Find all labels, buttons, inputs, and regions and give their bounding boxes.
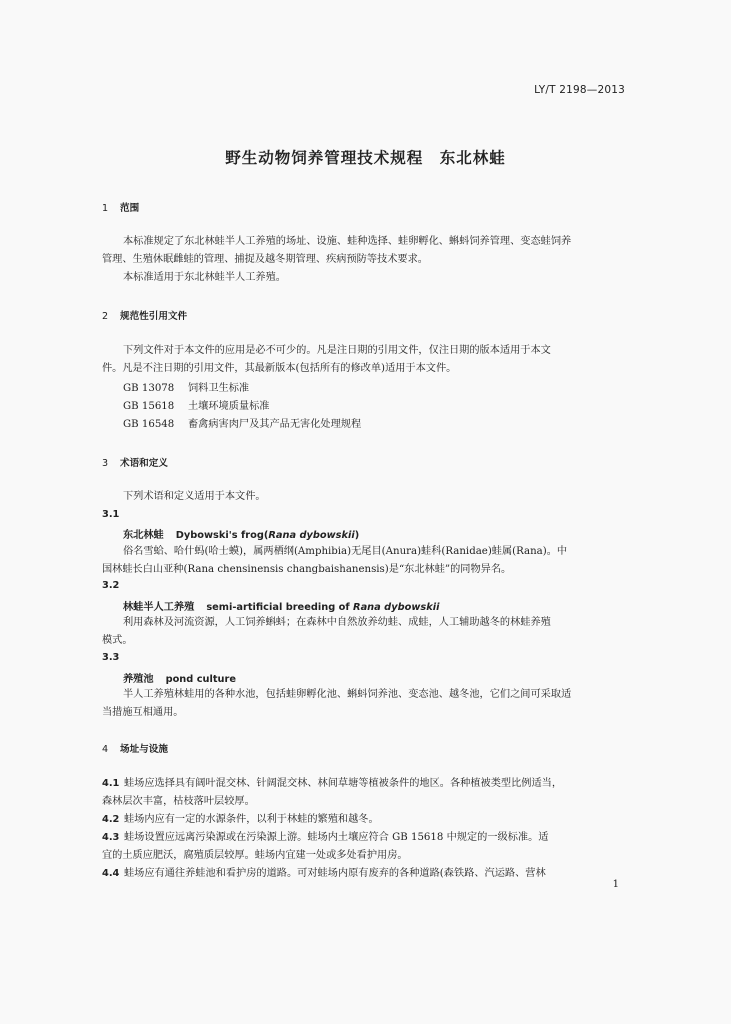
term-heading <box>123 670 236 685</box>
reference-title: 畜禽病害肉尸及其产品无害化处理规程 <box>188 419 362 430</box>
term-english: pond culture <box>165 674 236 685</box>
clause-4-4-line1 <box>102 864 625 879</box>
term-number: 3.1 <box>102 509 120 520</box>
term-english-prefix: Dybowski's frog( <box>175 530 269 541</box>
reference-code: GB 16548 <box>123 419 175 430</box>
term-chinese: 林蛙半人工养殖 <box>123 601 195 613</box>
section-title: 范围 <box>120 203 140 214</box>
references-paragraph-line2: 件。凡是不注日期的引用文件，其最新版本(包括所有的修改单)适用于本文件。 <box>102 363 457 374</box>
term-definition-line1: 利用森林及河流资源，人工饲养蝌蚪；在森林中自然放养幼蛙、成蛙，人工辅助越冬的林蛙养殖 <box>123 617 551 628</box>
section-number: 1 <box>102 203 109 214</box>
clause-number: 4.1 <box>102 778 120 789</box>
clause-number: 4.4 <box>102 868 120 879</box>
term-definition-line2: 国林蛙长白山亚种(Rana chensinensis changbaishanensis)是“东北林蛙”的同物异名。 <box>102 564 512 575</box>
clause-4-3-line1 <box>102 828 625 843</box>
clause-text: 蛙场应有通往养蛙池和看护房的道路。可对蛙场内原有废弃的各种道路(森铁路、汽运路、营林 <box>124 868 546 879</box>
term-number: 3.2 <box>102 580 120 591</box>
term-heading <box>123 526 359 541</box>
reference-title: 土壤环境质量标准 <box>188 401 270 412</box>
terms-intro: 下列术语和定义适用于本文件。 <box>123 491 266 502</box>
clause-text: 蛙场设置应远离污染源或在污染源上游。蛙场内土壤应符合 GB 15618 中规定的一级标准。适 <box>124 832 549 843</box>
document-title: 野生动物饲养管理技术规程 东北林蛙 <box>225 149 506 167</box>
term-english-italic: Rana dybowskii <box>268 530 355 541</box>
term-english <box>206 602 439 613</box>
reference-title: 饲料卫生标准 <box>188 383 250 394</box>
term-number: 3.3 <box>102 652 120 663</box>
section-number: 4 <box>102 744 109 755</box>
reference-code: GB 15618 <box>123 401 175 412</box>
clause-4-1-line1 <box>102 774 625 789</box>
clause-4-1-line2: 森林层次丰富，枯枝落叶层较厚。 <box>102 796 255 807</box>
section-title: 规范性引用文件 <box>120 311 188 322</box>
reference-item <box>123 415 361 430</box>
clause-4-3-line2: 宜的土质应肥沃，腐殖质层较厚。蛙场内宜建一处或多处看护用房。 <box>102 850 408 861</box>
term-chinese: 养殖池 <box>123 673 154 685</box>
references-paragraph-line1: 下列文件对于本文件的应用是必不可少的。凡是注日期的引用文件，仅注日期的版本适用于本文 <box>123 345 551 356</box>
reference-item <box>123 397 270 412</box>
scope-paragraph-line2: 管理、生殖休眠雌蛙的管理、捕捉及越冬期管理、疾病预防等技术要求。 <box>102 254 428 265</box>
section-heading-references <box>102 308 187 322</box>
term-english <box>176 530 359 541</box>
section-heading-terms <box>102 455 168 469</box>
scope-paragraph-line1: 本标准规定了东北林蛙半人工养殖的场址、设施、蛙种选择、蛙卵孵化、蝌蚪饲养管理、变态蛙饲养 <box>123 236 572 247</box>
section-title: 场址与设施 <box>120 744 168 755</box>
standard-code: LY/T 2198—2013 <box>534 84 625 96</box>
term-definition-line1: 俗名雪蛤、哈什蚂(哈士蟆)，属两栖纲(Amphibia)无尾目(Anura)蛙科(Ranidae)蛙属(Rana)。中 <box>123 546 568 557</box>
clause-4-2-line1 <box>102 810 625 825</box>
term-heading <box>123 598 439 613</box>
section-number: 2 <box>102 311 109 322</box>
section-heading-site <box>102 741 168 755</box>
reference-code: GB 13078 <box>123 383 175 394</box>
section-heading-scope <box>102 200 139 214</box>
term-definition-line1: 半人工养殖林蛙用的各种水池，包括蛙卵孵化池、蝌蚪饲养池、变态池、越冬池，它们之间可采取适 <box>123 689 572 700</box>
clause-text: 蛙场应选择具有阔叶混交林、针阔混交林、林间草塘等植被条件的地区。各种植被类型比例适当， <box>124 778 563 789</box>
term-english-suffix: ) <box>354 530 360 541</box>
term-english-prefix: semi-artificial breeding of <box>206 602 354 613</box>
section-title: 术语和定义 <box>120 458 168 469</box>
term-english-italic: Rana dybowskii <box>353 602 440 613</box>
term-chinese: 东北林蛙 <box>123 529 164 541</box>
clause-text: 蛙场内应有一定的水源条件，以利于林蛙的繁殖和越冬。 <box>124 814 379 825</box>
term-definition-line2: 当措施互相通用。 <box>102 707 184 718</box>
term-definition-line2: 模式。 <box>102 635 133 646</box>
section-number: 3 <box>102 458 109 469</box>
reference-item <box>123 379 249 394</box>
clause-number: 4.2 <box>102 814 120 825</box>
clause-number: 4.3 <box>102 832 120 843</box>
scope-applicability: 本标准适用于东北林蛙半人工养殖。 <box>123 272 286 283</box>
page-number: 1 <box>612 879 619 890</box>
